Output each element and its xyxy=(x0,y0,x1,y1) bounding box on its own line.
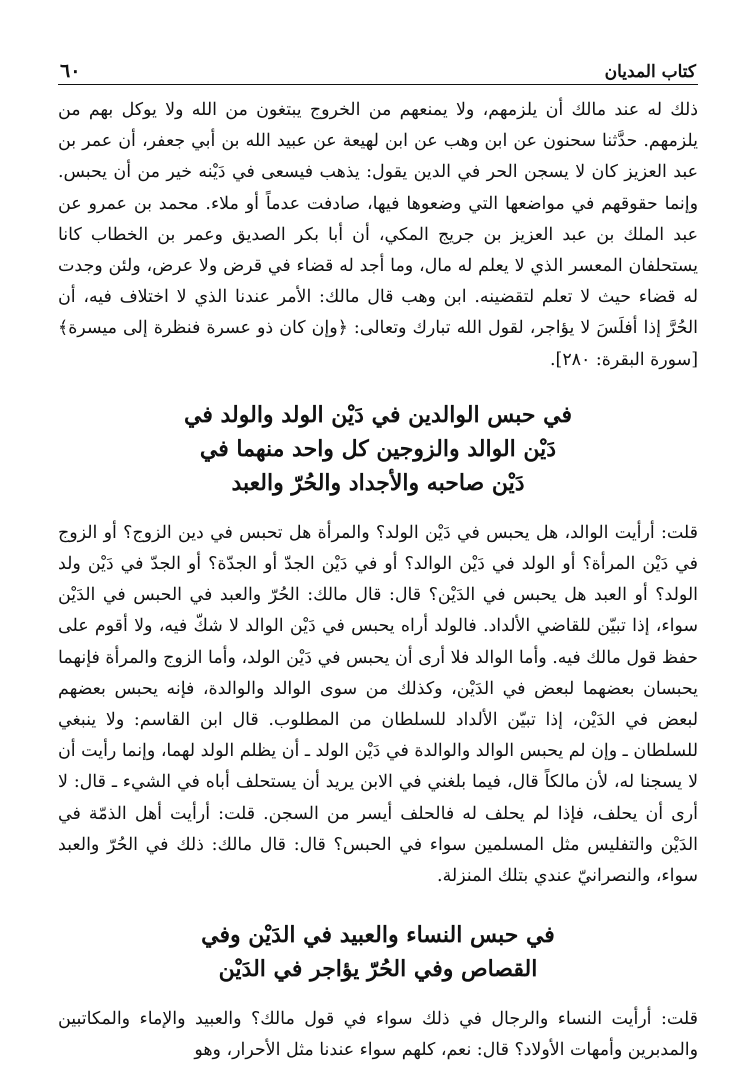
section-paragraph-parents-children: قلت: أرأيت الوالد، هل يحبس في دَيْن الولد؟ والمرأة هل تحبس في دين الزوج؟ أو الزوج في دَيْن المرأة؟ أو الولد في دَيْن الوالد؟ أو في دَيْن الجدّ أو الجدّة؟ أو الجدّ في دَيْن ولد الولد؟ أو العبد هل يحبس في الدَيْن؟ قال: قال مالك: الحُرّ والعبد في الحبس في الدَيْن سواء، إذا تبيّن للقاضي الألداد. فالولد أراه يحبس في دَيْن الوالد لا شكّ فيه، ولا أقوم على حفظ قول مالك فيه. وأما الوالد فلا أرى أن يحبس في دَيْن الولد، وأما الزوج والمرأة فإنهما يحبسان بعضهما لبعض في الدَيْن، وكذلك من سوى الوالد والوالدة، فإنه يحبس بعضهم لبعض في الدَيْن، إذا تبيّن الألداد للسلطان من المطلوب. قال ابن القاسم: ولا ينبغي للسلطان ـ وإن لم يحبس الوالد والوالدة في دَيْن الولد ـ أن يظلم الولد لهما، وإنما رأيت أن لا يسجنا له، لأن مالكاً قال، فيما بلغني في الابن يريد أن يستحلف أباه في الشيء ـ قال: لا أرى أن يحلف، فإذا لم يحلف له فالحلف أيسر من السجن. قلت: أرأيت أهل الذمّة في الدَيْن والتفليس مثل المسلمين سواء في الحبس؟ قال: قال مالك: ذلك في الحُرّ والعبد سواء، والنصرانيّ عندي بتلك المنزلة. xyxy=(58,522,698,887)
heading-line: دَيْن صاحبه والأجداد والحُرّ والعبد xyxy=(231,469,525,496)
heading-line: في حبس الوالدين في دَيْن الولد والولد في xyxy=(183,401,573,428)
section-heading-parents-children xyxy=(58,398,698,500)
book-page xyxy=(58,52,698,1067)
section-heading-women-slaves xyxy=(58,918,698,986)
heading-line: القصاص وفي الحُرّ يؤاجر في الدَيْن xyxy=(218,956,538,983)
heading-line: دَيْن الوالد والزوجين كل واحد منهما في xyxy=(199,435,557,462)
page-header xyxy=(58,52,698,85)
book-title: كتاب المديان xyxy=(604,62,696,82)
page-content xyxy=(58,95,698,1067)
heading-line: في حبس النساء والعبيد في الدَيْن وفي xyxy=(201,922,555,949)
page-number: ٦٠ xyxy=(60,60,81,82)
intro-paragraph: ذلك له عند مالك أن يلزمهم، ولا يمنعهم من الخروج يبتغون من الله ولا يوكل بهم من يلزمهم. حدَّثنا سحنون عن ابن وهب عن ابن لهيعة عن عبيد الله بن أبي جعفر، أن عمر بن عبد العزيز كان لا يسجن الحر في الدين يقول: يذهب فيسعى في دَيْنه خير من أن يحبس. وإنما حقوقهم في مواضعها التي وضعوها فيها، صادفت عدماً أو ملاء. محمد بن عمرو عن عبد الملك بن عبد العزيز بن جريج المكي، أن أبا بكر الصديق وعمر بن الخطاب كانا يستحلفان المعسر الذي لا يعلم له مال، وما أجد له قضاء في قرض ولا عرض، ولئن وجدت له قضاء حيث لا تعلم لتقضينه. ابن وهب قال مالك: الأمر عندنا الذي لا اختلاف فيه، أن الحُرَّ إذا أفلَسَ لا يؤاجر، لقول الله تبارك وتعالى: ﴿وإن كان ذو عسرة فنظرة إلى ميسرة﴾ [سورة البقرة: ٢٨٠]. xyxy=(58,100,698,370)
section-paragraph-women-slaves: قلت: أرأيت النساء والرجال في ذلك سواء في قول مالك؟ والعبيد والإماء والمكاتبين والمدبرين وأمهات الأولاد؟ قال: نعم، كلهم سواء عندنا مثل الأحرار، وهو xyxy=(58,1009,698,1061)
